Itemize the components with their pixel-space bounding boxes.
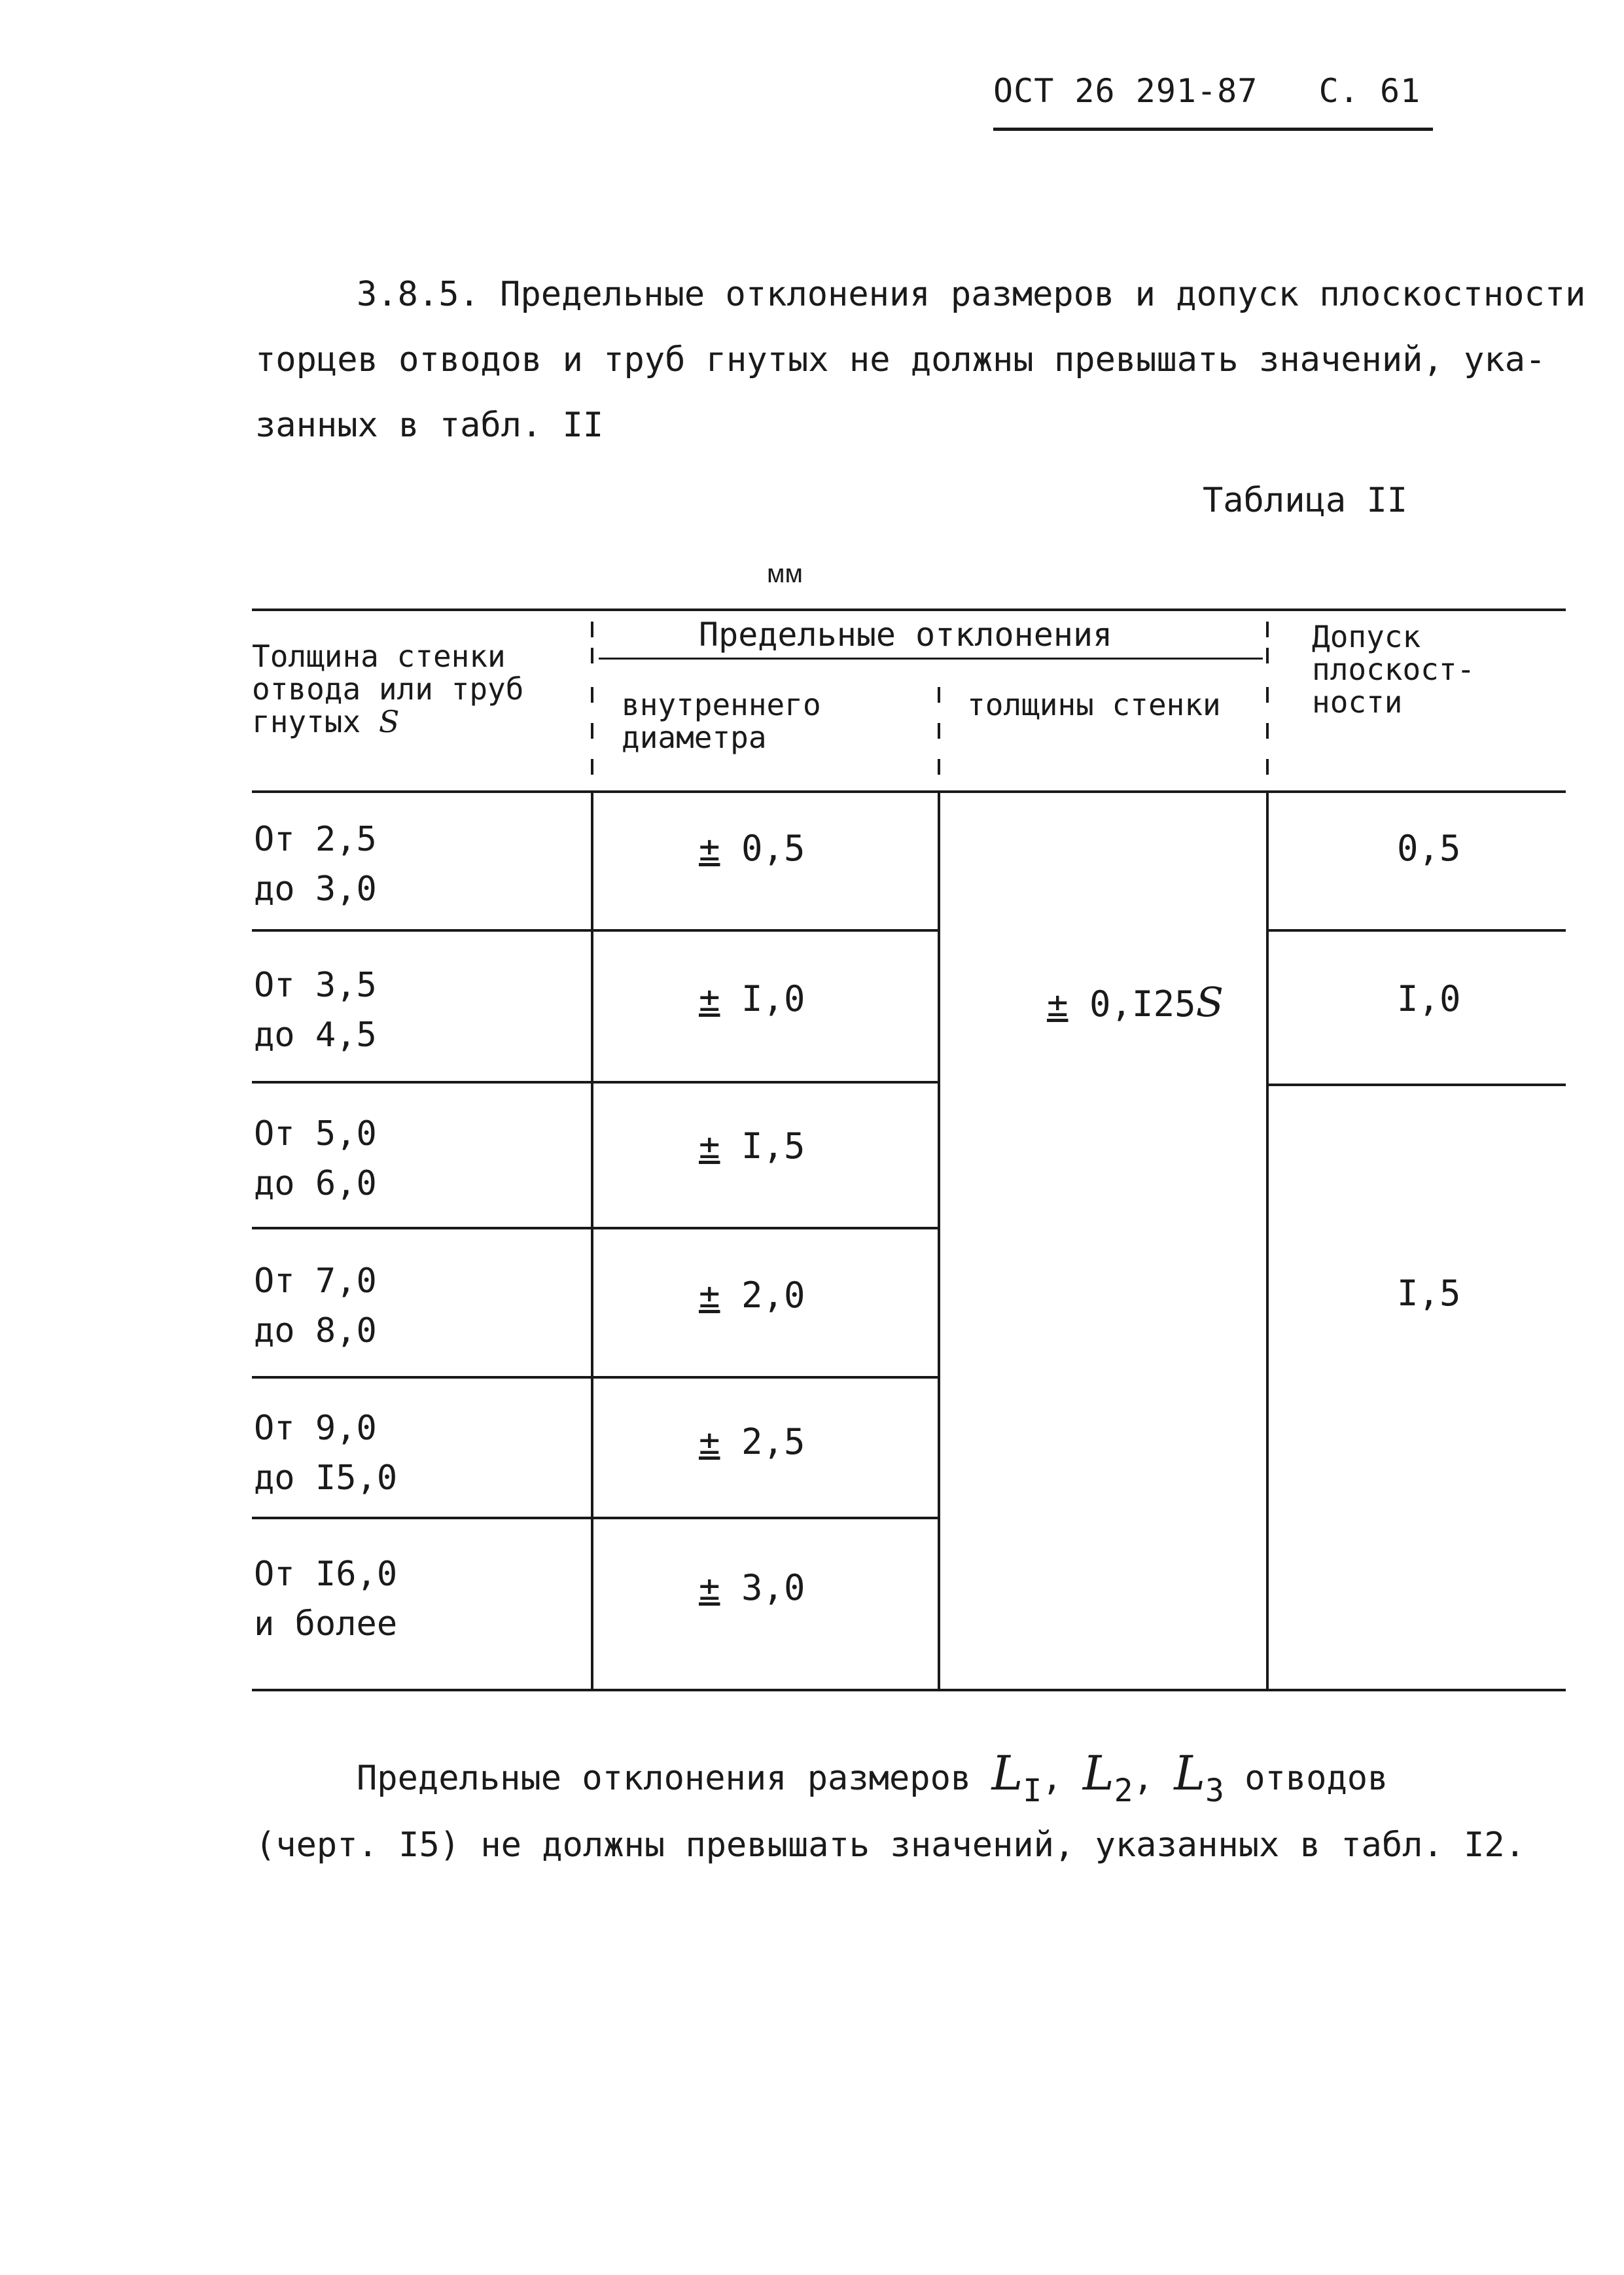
header-sep bbox=[1266, 687, 1269, 703]
intro-line-1: 3.8.5. Предельные отклонения размеров и допуск плоскостности bbox=[357, 275, 1586, 314]
range-from: От 5,0 bbox=[254, 1114, 377, 1154]
inner-value: 3,0 bbox=[741, 1567, 805, 1608]
flatness-value: 0,5 bbox=[1397, 828, 1461, 869]
row-range bbox=[254, 1256, 377, 1356]
wall-value: 0,I25 bbox=[1089, 983, 1196, 1025]
col2-header-line2: диаметра bbox=[622, 720, 767, 755]
row-rule bbox=[252, 1227, 939, 1229]
flatness-rule bbox=[1266, 1084, 1566, 1086]
inner-deviation bbox=[699, 1421, 805, 1462]
table-label: Таблица II bbox=[1203, 481, 1408, 520]
range-to: до 4,5 bbox=[254, 1015, 377, 1055]
header-sep bbox=[591, 622, 593, 637]
header-sep bbox=[938, 723, 940, 739]
range-to: до I5,0 bbox=[254, 1458, 398, 1498]
subscript: I bbox=[1023, 1772, 1042, 1809]
flatness-value: I,5 bbox=[1397, 1273, 1461, 1314]
col-divider-3 bbox=[1266, 790, 1269, 1690]
row-range bbox=[254, 815, 377, 914]
symbol-s: S bbox=[378, 704, 400, 739]
standard-code: ОСТ 26 291-87 bbox=[993, 72, 1258, 110]
separator: , bbox=[1133, 1759, 1154, 1798]
symbol-L: L bbox=[1174, 1746, 1206, 1801]
col4-header-line2: плоскост- bbox=[1312, 652, 1475, 687]
row-rule bbox=[252, 1517, 939, 1519]
range-from: От 3,5 bbox=[254, 966, 377, 1005]
range-to: до 6,0 bbox=[254, 1164, 377, 1203]
table-unit: мм bbox=[767, 559, 803, 588]
col1-header-line3 bbox=[252, 705, 523, 738]
header-underline bbox=[993, 128, 1433, 131]
footer-line-2: (черт. I5) не должны превышать значений, указанных в табл. I2. bbox=[255, 1825, 1526, 1865]
inner-deviation bbox=[699, 978, 805, 1019]
flatness-rule bbox=[1266, 929, 1566, 932]
col-divider-1 bbox=[591, 790, 593, 1690]
group-header: Предельные отклонения bbox=[699, 616, 1113, 654]
header-sep bbox=[591, 759, 593, 775]
inner-deviation bbox=[699, 1567, 805, 1608]
page-number: С. 61 bbox=[1318, 72, 1421, 110]
header-sep bbox=[591, 648, 593, 663]
inner-value: 2,5 bbox=[741, 1421, 805, 1462]
plus-minus: ± bbox=[699, 1125, 720, 1167]
header-sep bbox=[591, 687, 593, 703]
col3-header: толщины стенки bbox=[967, 687, 1221, 722]
symbol-s: S bbox=[1195, 978, 1224, 1026]
subscript: 3 bbox=[1205, 1772, 1224, 1809]
plus-minus: ± bbox=[699, 978, 720, 1019]
plus-minus: ± bbox=[1047, 983, 1068, 1025]
range-from: От 7,0 bbox=[254, 1261, 377, 1301]
col1-header-line2: отвода или труб bbox=[252, 671, 524, 707]
row-rule bbox=[252, 929, 939, 932]
header-sep bbox=[1266, 622, 1269, 637]
row-range bbox=[254, 1403, 397, 1503]
row-rule bbox=[252, 1081, 939, 1084]
wall-deviation bbox=[1047, 978, 1224, 1026]
col2-header bbox=[622, 688, 821, 754]
row-range bbox=[254, 961, 377, 1060]
inner-deviation bbox=[699, 1275, 805, 1316]
row-range bbox=[254, 1549, 397, 1649]
col4-header-line1: Допуск bbox=[1312, 619, 1421, 654]
symbol-L: L bbox=[1082, 1746, 1114, 1801]
inner-deviation bbox=[699, 1125, 805, 1167]
table-top-rule bbox=[252, 608, 1566, 611]
header-sep bbox=[938, 687, 940, 703]
range-from: От I6,0 bbox=[254, 1555, 398, 1594]
plus-minus: ± bbox=[699, 1421, 720, 1462]
symbol-L: L bbox=[991, 1746, 1023, 1801]
separator: , bbox=[1042, 1759, 1063, 1798]
range-to: до 3,0 bbox=[254, 870, 377, 909]
footer-text: отводов bbox=[1244, 1759, 1388, 1798]
header-sep bbox=[1266, 759, 1269, 775]
row-rule bbox=[252, 1376, 939, 1379]
range-from: От 2,5 bbox=[254, 820, 377, 859]
intro-line-2: торцев отводов и труб гнутых не должны превышать значений, ука- bbox=[255, 340, 1546, 379]
col1-header-line1: Толщина стенки bbox=[252, 639, 506, 674]
group-header-rule bbox=[599, 658, 1263, 660]
plus-minus: ± bbox=[699, 1275, 720, 1316]
col1-header-word: гнутых bbox=[252, 704, 361, 739]
range-to: до 8,0 bbox=[254, 1311, 377, 1350]
inner-value: 0,5 bbox=[741, 828, 805, 869]
col4-header-line3: ности bbox=[1312, 684, 1403, 720]
inner-value: 2,0 bbox=[741, 1275, 805, 1316]
inner-value: I,0 bbox=[741, 978, 805, 1019]
document-code bbox=[993, 72, 1421, 110]
header-sep bbox=[1266, 648, 1269, 663]
range-from: От 9,0 bbox=[254, 1409, 377, 1448]
header-sep bbox=[1266, 723, 1269, 739]
plus-minus: ± bbox=[699, 1567, 720, 1608]
inner-value: I,5 bbox=[741, 1125, 805, 1167]
col4-header bbox=[1312, 620, 1475, 718]
header-bottom-rule bbox=[252, 790, 1566, 793]
subscript: 2 bbox=[1114, 1772, 1133, 1809]
inner-deviation bbox=[699, 828, 805, 869]
intro-line-3: занных в табл. II bbox=[255, 406, 604, 445]
range-to: и более bbox=[254, 1604, 398, 1644]
flatness-value: I,0 bbox=[1397, 978, 1461, 1019]
footer-line-1 bbox=[357, 1740, 1388, 1812]
col-divider-2 bbox=[938, 790, 940, 1690]
footer-text: Предельные отклонения размеров bbox=[357, 1759, 972, 1798]
plus-minus: ± bbox=[699, 828, 720, 869]
table-bottom-rule bbox=[252, 1689, 1566, 1691]
row-range bbox=[254, 1109, 377, 1208]
col2-header-line1: внутреннего bbox=[622, 687, 821, 722]
header-sep bbox=[591, 723, 593, 739]
header-sep bbox=[938, 759, 940, 775]
col1-header bbox=[252, 640, 523, 738]
